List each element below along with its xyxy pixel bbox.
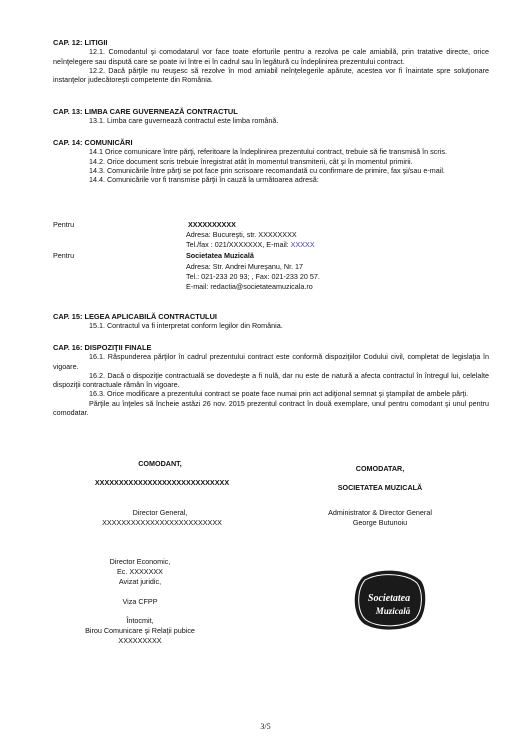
paragraph: 16.2. Dacă o dispoziţie contractuală se dovedeşte a fi nulă, dar nu este de natură a afecta contractul în întregul lui, celelalte dispoziţii contractuale rămân în vigoare. xyxy=(53,370,489,390)
director-general-title: Director General, xyxy=(132,508,188,517)
paragraph: 16.3. Orice modificare a prezentului contract se poate face numai prin act adiţional semnat şi ştampilat de ambele părţi. xyxy=(89,389,469,399)
comodant-name: XXXXXXXXXXXXXXXXXXXXXXXXXXXX xyxy=(94,478,230,487)
paragraph: 13.1. Limba care guvernează contractul este limba română. xyxy=(89,116,279,126)
viza-cfpp: Viza CFPP xyxy=(122,597,158,606)
section-cap16 xyxy=(53,343,489,417)
paragraph: 14.2. Orice document scris trebuie înregistrat atât în momentul transmiterii, cât şi în momentul primirii. xyxy=(89,156,413,166)
comodant-label: COMODANT, xyxy=(138,459,182,468)
birou-name: XXXXXXXXX xyxy=(118,636,162,645)
director-economic-title: Director Economic, xyxy=(109,557,171,566)
comodatar-name: SOCIETATEA MUZICALĂ xyxy=(337,483,423,492)
section-cap13 xyxy=(53,107,489,126)
intocmit: Întocmit, xyxy=(126,616,154,625)
avizat-juridic: Avizat juridic, xyxy=(118,577,162,586)
paragraph: 14.1 Orice comunicare între părţi, referitoare la îndeplinirea prezentului contract, trebuie să fie transmisă în scris. xyxy=(89,147,447,157)
paragraph: 14.4. Comunicările vor fi transmise părţii în cauză la următoarea adresă: xyxy=(89,175,319,185)
section-cap12 xyxy=(53,38,489,84)
paragraph: 16.1. Răspunderea părţilor în cadrul prezentului contract este conformă dispoziţiilor Codului civil, completat de legislaţia în vigoare. xyxy=(53,352,489,371)
svg-text:Muzicală: Muzicală xyxy=(375,606,411,616)
pentru-label: Pentru xyxy=(53,251,75,260)
pentru-label: Pentru xyxy=(53,220,75,229)
admin-title: Administrator & Director General xyxy=(328,508,432,517)
party1-email: XXXXX xyxy=(290,240,315,249)
section-title: CAP. 15: LEGEA APLICABILĂ CONTRACTULUI xyxy=(53,312,217,321)
party2-email: E-mail: redactia@societateamuzicala.ro xyxy=(186,282,313,291)
director-economic-name: Ec. XXXXXXX xyxy=(117,567,163,576)
section-title: CAP. 16: DISPOZIŢII FINALE xyxy=(53,343,152,352)
svg-text:Societatea: Societatea xyxy=(367,593,411,604)
societatea-muzicala-seal xyxy=(349,567,429,633)
party2-address: Adresa: Str. Andrei Mureşanu, Nr. 17 xyxy=(186,262,304,271)
party1-name: XXXXXXXXXX xyxy=(188,220,236,229)
party1-address: Adresa: Bucureşti, str. XXXXXXXX xyxy=(186,230,297,239)
paragraph: 15.1. Contractul va fi interpretat conform legilor din România. xyxy=(89,321,283,331)
director-general-name: XXXXXXXXXXXXXXXXXXXXXXXXX xyxy=(102,518,222,527)
comodatar-label: COMODATAR, xyxy=(355,464,405,473)
paragraph: 14.3. Comunicările între părţi se pot face prin scrisoare recomandată cu confirmare de primire, fax şi/sau e-mail. xyxy=(89,165,445,175)
paragraph: Părţile au înţeles să încheie astăzi 26 nov. 2015 prezentul contract în două exemplare, unul pentru comodant şi unul pentru comodatar. xyxy=(53,398,489,417)
section-cap14 xyxy=(53,138,489,184)
party1-contact xyxy=(186,240,315,249)
party1-tel: Tel./fax : 021/XXXXXXX, E-mail: xyxy=(186,240,291,249)
admin-name: George Butunoiu xyxy=(352,518,408,527)
party2-tel: Tel.: 021-233 20 93; , Fax: 021-233 20 57. xyxy=(186,272,320,281)
page-number: 3/5 xyxy=(260,722,271,731)
birou-comunicare: Birou Comunicare şi Relaţii pubice xyxy=(85,626,195,635)
party2-name: Societatea Muzicală xyxy=(186,251,254,260)
paragraph: 12.1. Comodantul şi comodatarul vor face toate eforturile pentru a rezolva pe cale amiabilă, prin tratative directe, orice neînţelegere sau dispută care se poate ivi între ei în cadrul sau în legătură cu îndeplinirea prezentului contract. xyxy=(53,47,489,66)
section-title: CAP. 13: LIMBA CARE GUVERNEAZĂ CONTRACTUL xyxy=(53,107,238,116)
paragraph: 12.2. Dacă părţile nu reuşesc să rezolve în mod amiabil neînţelegerile apărute, acestea vor fi înaintate spre soluţionare instanţelor judecătoreşti competente din România. xyxy=(53,65,489,85)
section-title: CAP. 14: COMUNICĂRI xyxy=(53,138,133,147)
section-title: CAP. 12: LITIGII xyxy=(53,38,108,47)
section-cap15 xyxy=(53,312,489,331)
